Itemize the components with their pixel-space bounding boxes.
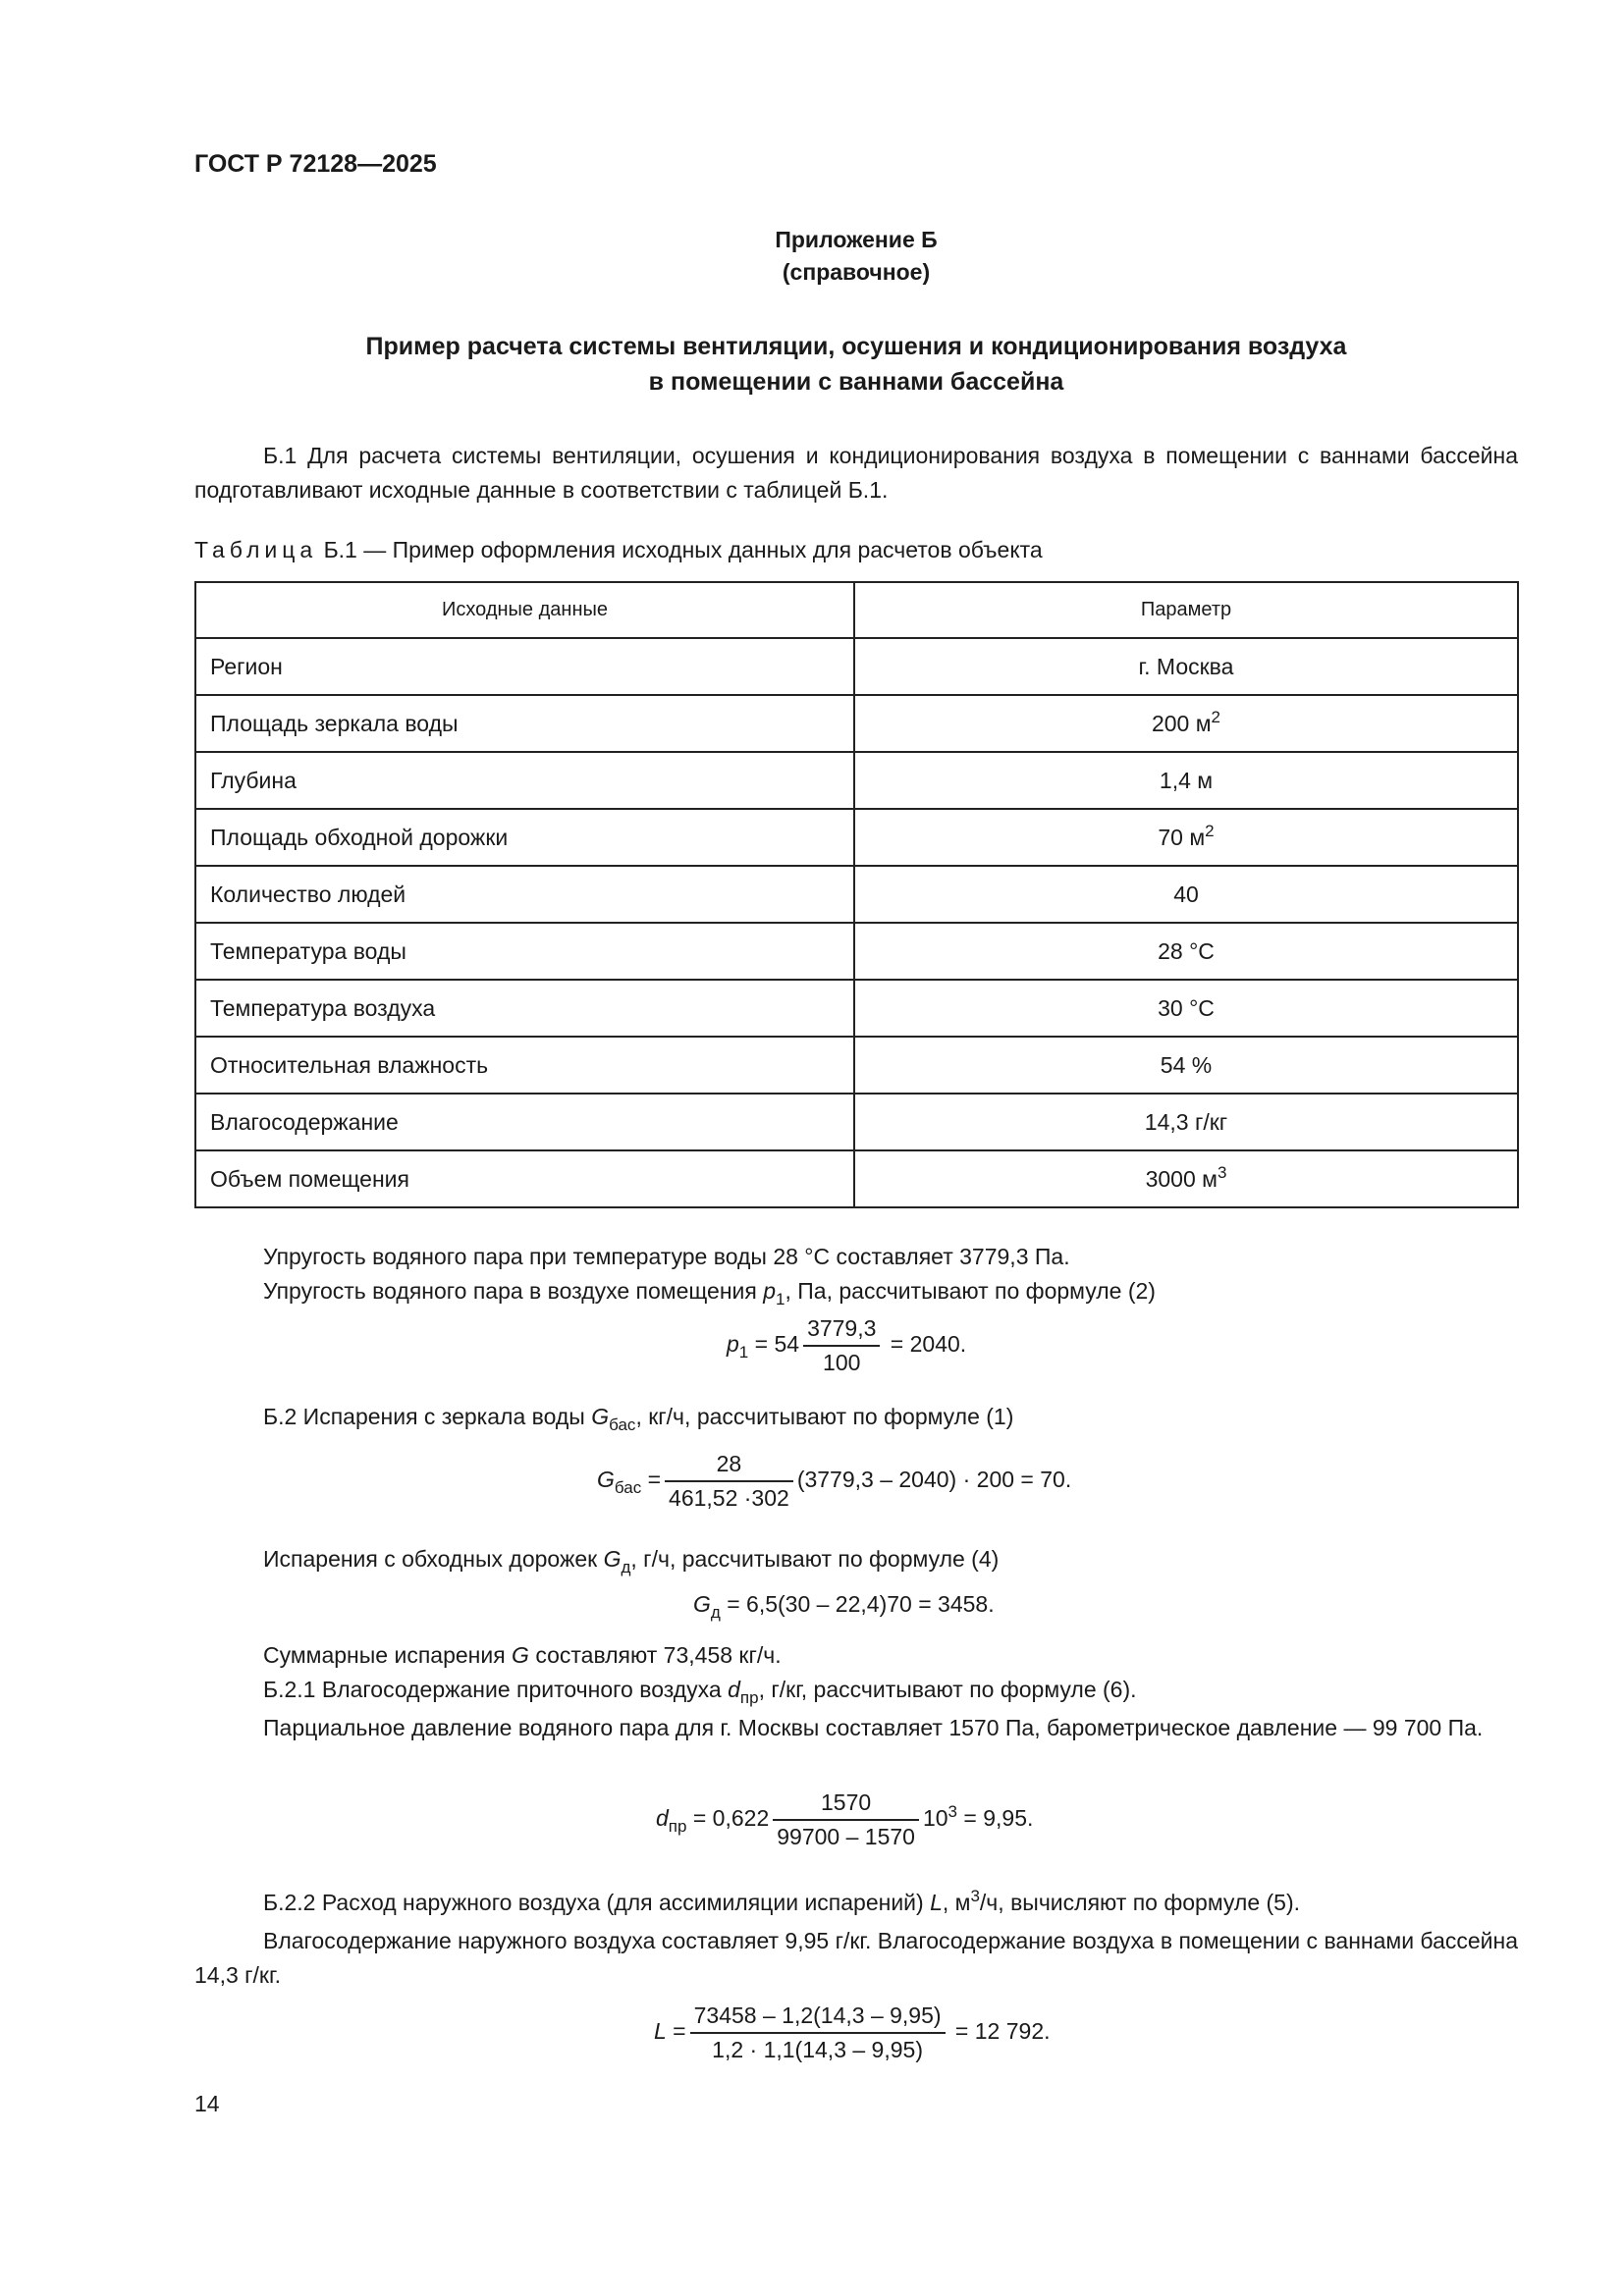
coefficient: = 0,622	[686, 1805, 770, 1832]
subscript: 1	[738, 1343, 749, 1362]
numerator: 1570	[773, 1789, 919, 1821]
value-text: 3000 м	[1145, 1165, 1218, 1192]
table-row	[195, 923, 1518, 980]
power-base: 10	[922, 1805, 948, 1832]
table-cell-value	[854, 695, 1518, 752]
table-row	[195, 809, 1518, 866]
value-text: 28 °С	[1158, 937, 1215, 964]
formula-dpr	[656, 1789, 1033, 1850]
variable-d: d	[656, 1805, 669, 1832]
table-cell-label: Объем помещения	[195, 1150, 854, 1207]
table-row	[195, 1150, 1518, 1207]
table-row	[195, 1094, 1518, 1150]
value-text: 14,3 г/кг	[1144, 1108, 1228, 1135]
table-cell-value	[854, 1037, 1518, 1094]
result: = 12 792.	[948, 2018, 1051, 2045]
result: = 9,95.	[957, 1805, 1034, 1832]
paragraph-moisture-content: Влагосодержание наружного воздуха составляет 9,95 г/кг. Влагосодержание воздуха в помещении с ваннами бассейна 14,3 г/кг.	[194, 1928, 1519, 1988]
unit-exponent: 2	[1205, 821, 1215, 840]
table-row	[195, 695, 1518, 752]
intro-paragraph: Б.1 Для расчета системы вентиляции, осушения и кондиционирования воздуха в помещении с ваннами бассейна подготавливают исходные данные в соответствии с таблицей Б.1.	[194, 443, 1518, 503]
page-number: 14	[194, 2091, 220, 2116]
equals-sign: =	[666, 2018, 686, 2045]
formula-p1	[727, 1315, 966, 1376]
table-row	[195, 1037, 1518, 1094]
appendix-title: Приложение Б	[775, 227, 938, 252]
unit-exponent: 3	[1217, 1162, 1227, 1182]
paragraph-partial-pressure: Парциальное давление водяного пара для г. Москвы составляет 1570 Па, барометрическое давление — 99 700 Па.	[263, 1715, 1484, 1740]
variable-l: L	[930, 1890, 943, 1915]
table-cell-label: Влагосодержание	[195, 1094, 854, 1150]
variable-g: G	[591, 1404, 610, 1429]
subscript: бас	[609, 1415, 636, 1434]
text-segment: составляют 73,458 кг/ч.	[528, 1642, 782, 1668]
denominator: 1,2 · 1,1(14,3 – 9,95)	[712, 2037, 923, 2062]
subscript: 1	[776, 1290, 785, 1308]
table-cell-label: Площадь зеркала воды	[195, 695, 854, 752]
value-text: 70 м	[1158, 824, 1206, 850]
paragraph-vapor-pressure-water: Упругость водяного пара при температуре воды 28 °С составляет 3779,3 Па.	[263, 1244, 1070, 1269]
denominator: 99700 – 1570	[777, 1824, 915, 1849]
appendix-status: (справочное)	[782, 259, 931, 285]
variable-g: G	[693, 1591, 711, 1617]
exponent: 3	[970, 1887, 980, 1905]
equals-sign: =	[641, 1467, 662, 1493]
paragraph-walkway-evaporation	[263, 1546, 1000, 1576]
text-segment: , м	[942, 1890, 971, 1915]
coefficient: = 54	[748, 1331, 800, 1358]
table-cell-label: Количество людей	[195, 866, 854, 923]
exponent: 3	[947, 1802, 958, 1822]
result: = 2040.	[884, 1331, 967, 1358]
text-segment: Б.2 Испарения с зеркала воды	[263, 1404, 592, 1429]
denominator: 100	[823, 1350, 861, 1375]
value-text: 30 °С	[1158, 994, 1215, 1021]
formula-gbas	[597, 1451, 1071, 1512]
table-cell-value	[854, 1094, 1518, 1150]
text-segment: , г/ч, рассчитывают по формуле (4)	[630, 1546, 1000, 1572]
document-code-header: ГОСТ Р 72128—2025	[194, 150, 437, 178]
table-cell-value	[854, 866, 1518, 923]
table-cell-value	[854, 980, 1518, 1037]
table-cell-label: Температура воды	[195, 923, 854, 980]
table-cell-value	[854, 638, 1518, 695]
table-row	[195, 752, 1518, 809]
table-cell-value	[854, 809, 1518, 866]
value-text: 40	[1173, 881, 1199, 907]
fraction	[690, 2002, 946, 2063]
value-text: 1,4 м	[1159, 767, 1214, 793]
variable-p: p	[727, 1331, 739, 1358]
text-segment: Суммарные испарения	[263, 1642, 513, 1668]
paragraph-b22	[263, 1887, 1301, 1916]
subscript: д	[621, 1558, 631, 1576]
table-caption-text: Б.1 — Пример оформления исходных данных для расчетов объекта	[317, 537, 1043, 562]
table-caption-prefix: Таблица	[194, 537, 318, 562]
subscript: пр	[668, 1817, 687, 1837]
variable-g: G	[603, 1546, 622, 1572]
variable-d: d	[728, 1677, 740, 1702]
text-segment: Б.2.2 Расход наружного воздуха (для ассимиляции испарений)	[263, 1890, 931, 1915]
denominator: 461,52 ·302	[669, 1485, 789, 1511]
table-caption	[194, 537, 1043, 563]
unit-exponent: 2	[1211, 707, 1221, 726]
fraction	[773, 1789, 919, 1850]
numerator: 28	[665, 1451, 793, 1482]
table-header-cell: Исходные данные	[195, 582, 854, 638]
value-text: 200 м	[1151, 710, 1212, 736]
text-segment: Испарения с обходных дорожек	[263, 1546, 604, 1572]
paragraph-b2	[263, 1404, 1014, 1434]
text-segment: , кг/ч, рассчитывают по формуле (1)	[635, 1404, 1014, 1429]
table-row	[195, 638, 1518, 695]
formula-l	[654, 2002, 1051, 2063]
text-segment: Б.2.1 Влагосодержание приточного воздуха	[263, 1677, 729, 1702]
table-header-cell: Параметр	[854, 582, 1518, 638]
value-text: г. Москва	[1138, 653, 1234, 679]
table-body	[195, 638, 1518, 1207]
value-text: 54 %	[1160, 1051, 1213, 1078]
table-row	[195, 866, 1518, 923]
table-cell-label: Глубина	[195, 752, 854, 809]
paragraph-vapor-pressure-air	[263, 1278, 1156, 1308]
text-segment: , Па, рассчитывают по формуле (2)	[785, 1278, 1156, 1304]
fraction	[665, 1451, 793, 1512]
formula-gd	[693, 1591, 995, 1622]
text-segment: , г/кг, рассчитывают по формуле (6).	[758, 1677, 1137, 1702]
numerator: 3779,3	[803, 1315, 880, 1347]
table-cell-value	[854, 752, 1518, 809]
subscript: пр	[739, 1688, 759, 1707]
section-title-line2: в помещении с ваннами бассейна	[648, 368, 1064, 396]
input-data-table	[194, 581, 1519, 1208]
variable-l: L	[654, 2018, 667, 2045]
table-cell-label: Регион	[195, 638, 854, 695]
subscript: бас	[614, 1478, 642, 1498]
formula-rest: = 6,5(30 – 22,4)70 = 3458.	[720, 1591, 995, 1617]
table-cell-value	[854, 1150, 1518, 1207]
table-cell-label: Температура воздуха	[195, 980, 854, 1037]
variable-g: G	[597, 1467, 615, 1493]
subscript: д	[710, 1603, 721, 1622]
paragraph-b21	[263, 1677, 1137, 1707]
section-title-line1: Пример расчета системы вентиляции, осушения и кондиционирования воздуха	[365, 333, 1347, 360]
formula-rest: (3779,3 – 2040) · 200 = 70.	[796, 1467, 1072, 1493]
table-cell-label: Относительная влажность	[195, 1037, 854, 1094]
variable-g: G	[512, 1642, 529, 1668]
table-row	[195, 980, 1518, 1037]
table-cell-value	[854, 923, 1518, 980]
text-segment: Упругость водяного пара в воздухе помещения	[263, 1278, 764, 1304]
fraction	[803, 1315, 880, 1376]
table-cell-label: Площадь обходной дорожки	[195, 809, 854, 866]
numerator: 73458 – 1,2(14,3 – 9,95)	[690, 2002, 946, 2034]
text-segment: /ч, вычисляют по формуле (5).	[979, 1890, 1301, 1915]
variable-p: p	[763, 1278, 777, 1304]
paragraph-total-evaporation	[263, 1642, 782, 1669]
